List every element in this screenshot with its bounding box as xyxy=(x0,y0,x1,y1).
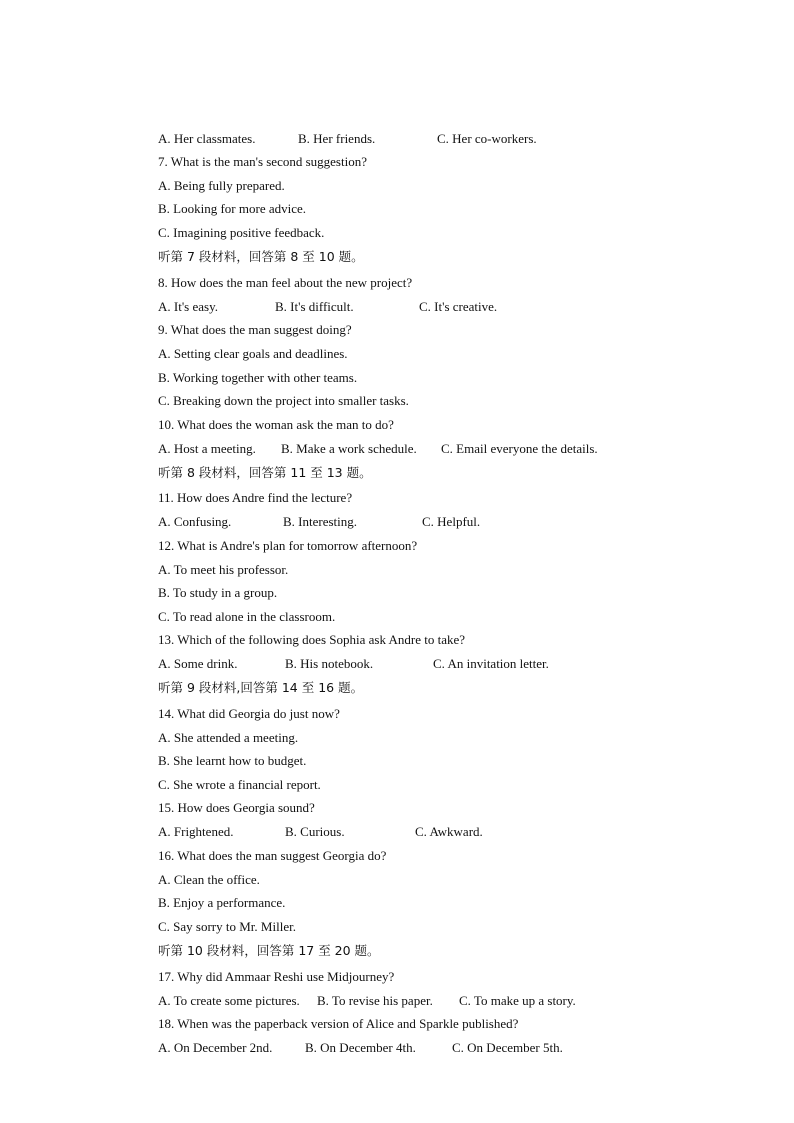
question-17: 17. Why did Ammaar Reshi use Midjourney? xyxy=(158,969,395,984)
option-line: B. She learnt how to budget. xyxy=(158,753,307,768)
option-a: A. Confusing. xyxy=(158,514,232,529)
section-instruction: 听第 8 段材料，回答第 11 至 13 题。 xyxy=(158,465,372,480)
option-b: B. On December 4th. xyxy=(305,1040,416,1055)
option-b: B. Her friends. xyxy=(298,131,376,146)
question-16: 16. What does the man suggest Georgia do? xyxy=(158,848,387,863)
option-b: B. Make a work schedule. xyxy=(281,441,417,456)
option-a: A. Some drink. xyxy=(158,656,238,671)
option-c: C. An invitation letter. xyxy=(433,656,549,671)
option-c: C. To make up a story. xyxy=(459,993,576,1008)
option-a: A. To create some pictures. xyxy=(158,993,300,1008)
option-a: A. Her classmates. xyxy=(158,131,256,146)
option-line: B. To study in a group. xyxy=(158,585,278,600)
question-13: 13. Which of the following does Sophia ask Andre to take? xyxy=(158,632,466,647)
option-line: C. To read alone in the classroom. xyxy=(158,609,336,624)
option-a: A. Frightened. xyxy=(158,824,234,839)
question-9: 9. What does the man suggest doing? xyxy=(158,322,352,337)
option-a: A. On December 2nd. xyxy=(158,1040,273,1055)
question-11: 11. How does Andre find the lecture? xyxy=(158,490,353,505)
option-line: B. Looking for more advice. xyxy=(158,201,307,216)
option-b: B. His notebook. xyxy=(285,656,374,671)
option-c: C. Awkward. xyxy=(415,824,483,839)
option-b: B. Interesting. xyxy=(283,514,358,529)
option-c: C. On December 5th. xyxy=(452,1040,563,1055)
option-c: C. Helpful. xyxy=(422,514,481,529)
option-line: A. She attended a meeting. xyxy=(158,730,299,745)
section-instruction: 听第 10 段材料，回答第 17 至 20 题。 xyxy=(158,943,380,958)
question-15: 15. How does Georgia sound? xyxy=(158,800,315,815)
question-18: 18. When was the paperback version of Alice and Sparkle published? xyxy=(158,1016,519,1031)
option-b: B. To revise his paper. xyxy=(317,993,433,1008)
option-a: A. It's easy. xyxy=(158,299,218,314)
option-line: A. Being fully prepared. xyxy=(158,178,285,193)
question-14: 14. What did Georgia do just now? xyxy=(158,706,340,721)
option-line: B. Enjoy a performance. xyxy=(158,895,286,910)
option-line: C. Imagining positive feedback. xyxy=(158,225,325,240)
option-line: A. Setting clear goals and deadlines. xyxy=(158,346,348,361)
option-line: A. To meet his professor. xyxy=(158,562,289,577)
option-b: B. It's difficult. xyxy=(275,299,354,314)
question-10: 10. What does the woman ask the man to do? xyxy=(158,417,394,432)
question-7: 7. What is the man's second suggestion? xyxy=(158,154,367,169)
section-instruction: 听第 9 段材料,回答第 14 至 16 题。 xyxy=(158,680,364,695)
section-instruction: 听第 7 段材料，回答第 8 至 10 题。 xyxy=(158,249,364,264)
option-line: C. Say sorry to Mr. Miller. xyxy=(158,919,296,934)
option-c: C. Email everyone the details. xyxy=(441,441,598,456)
option-c: C. It's creative. xyxy=(419,299,498,314)
option-a: A. Host a meeting. xyxy=(158,441,256,456)
option-c: C. Her co-workers. xyxy=(437,131,537,146)
question-12: 12. What is Andre's plan for tomorrow afternoon? xyxy=(158,538,418,553)
option-line: B. Working together with other teams. xyxy=(158,370,358,385)
option-line: A. Clean the office. xyxy=(158,872,260,887)
option-line: C. She wrote a financial report. xyxy=(158,777,321,792)
question-8: 8. How does the man feel about the new project? xyxy=(158,275,413,290)
option-line: C. Breaking down the project into smaller tasks. xyxy=(158,393,409,408)
option-b: B. Curious. xyxy=(285,824,345,839)
